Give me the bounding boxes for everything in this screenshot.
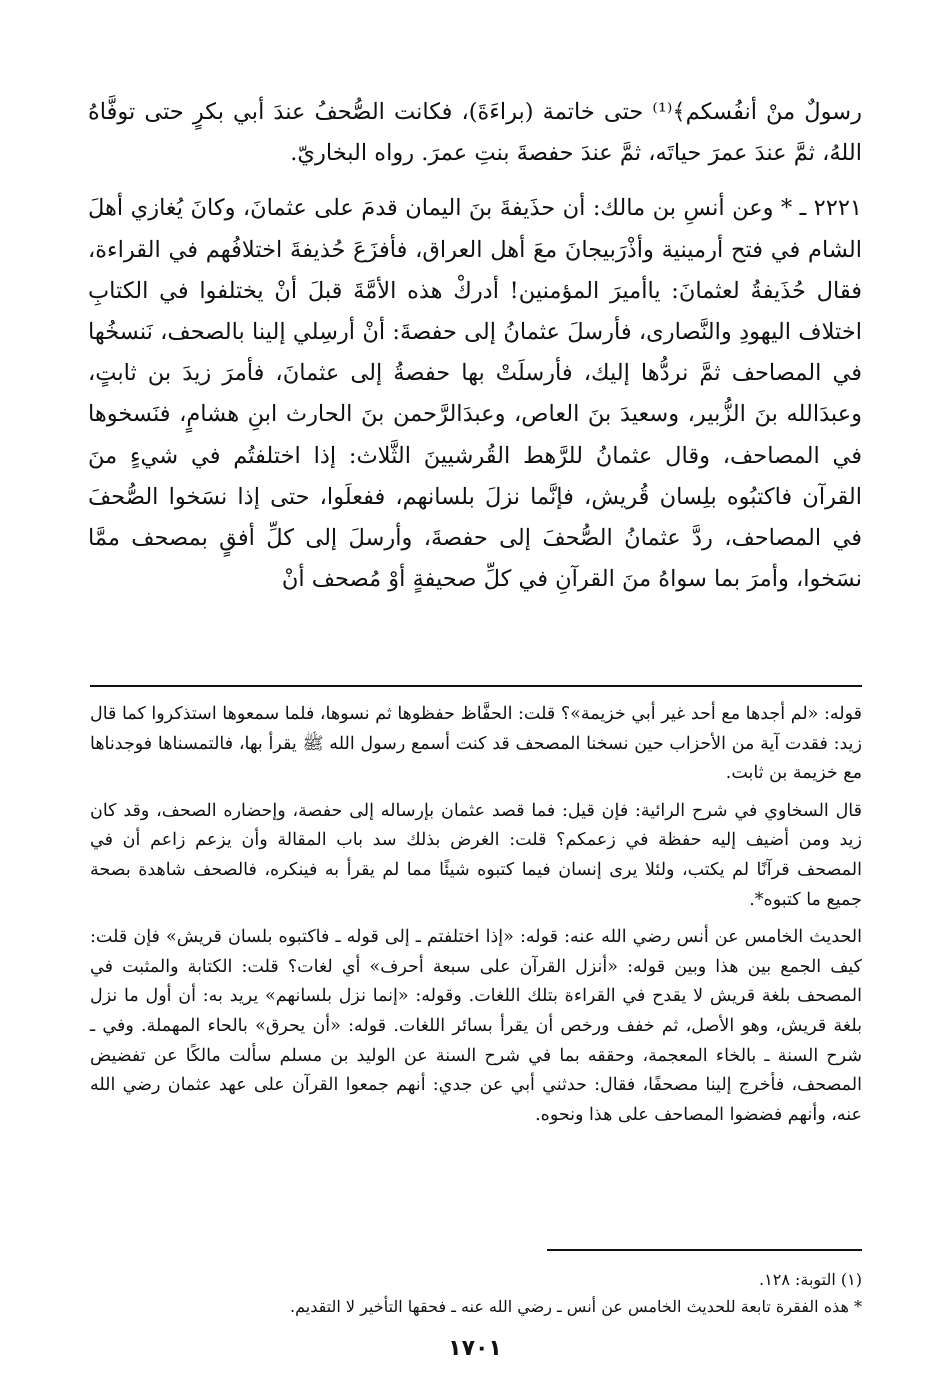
note-paragraph-3: الحديث الخامس عن أنس رضي الله عنه: قوله: «إذا اختلفتم ـ إلى قوله ـ فاكتبوه بلسان قريش» فإن قلت: كيف الجمع بين هذا وبين قوله: «أنزل القرآن على سبعة أحرف» أي لغات؟ قلت: الكتابة والمثبت في المصحف بلغة قريش لا يقدح في القراءة بتلك اللغات. وقوله: «إنما نزل بلسانهم» يريد به: أن أول ما نزل بلغة قريش، وهو الأصل، ثم خفف ورخص أن يقرأ بسائر اللغات. قوله: «أن يحرق» بالحاء المهملة. وفي ـ شرح السنة ـ بالخاء المعجمة، وحققه بما في شرح السنة عن الوليد بن مسلم سألت مالكًا عن تفضيض المصحف، فأخرج إلينا مصحفًا، فقال: حدثني أبي عن جدي: أنهم جمعوا القرآن على عهد عثمان رضي الله عنه، وأنهم فضضوا المصاحف على هذا ونحوه. (90, 927, 862, 1125)
footnote-2: * هذه الفقرة تابعة للحديث الخامس عن أنس ـ رضي الله عنه ـ فحقها التأخير لا التقديم. (290, 1297, 862, 1316)
page-number: ١٧٠١ (448, 1336, 502, 1361)
main-paragraph-2: ٢٢٢١ ـ * وعن أنسِ بن مالك: أن حذَيفةَ بنَ اليمان قدمَ على عثمانَ، وكانَ يُغازي أهلَ الشام في فتح أرمينية وأذْرَبيجانَ معَ أهل العراق، فأفزَعَ حُذيفةَ اختلافُهم في القراءة، فقال حُذَيفةُ لعثمانَ: ياأميرَ المؤمنين! أدركْ هذه الأمَّةَ قبلَ أنْ يختلفوا في الكتابِ اختلاف اليهودِ والنَّصارى، فأرسلَ عثمانُ إلى حفصةَ: أنْ أرسِلي إلينا بالصحف، نَنسخُها في المصاحف ثمَّ نردُّها إليك، فأرسلَتْ بها حفصةُ إلى عثمانَ، فأمرَ زيدَ بن ثابتٍ، وعبدَالله بنَ الزُّبير، وسعيدَ بنَ العاص، وعبدَالرَّحمن بنَ الحارث ابنِ هشامٍ، فنَسخوها في المصاحف، وقال عثمانُ للرَّهط القُرشيينَ الثَّلاث: إذا اختلفتُم في شيءٍ منَ القرآن فاكتبُوه بلِسان قُريش، فإنَّما نزلَ بلسانهم، ففعلَوا، حتى إذا نسَخوا الصُّحفَ في المصاحف، ردَّ عثمانُ الصُّحفَ إلى حفصةَ، وأرسلَ إلى كلِّ أفقٍ بمصحف ممَّا نسَخوا، وأمرَ بما سواهُ منَ القرآنِ في كلِّ صحيفةٍ أوْ مُصحف أنْ (88, 195, 862, 593)
footnote-separator-rule (547, 1249, 862, 1251)
footnotes (90, 1266, 862, 1320)
main-paragraph-1: رسولٌ منْ أنفُسكم﴾⁽¹⁾ حتى خاتمة (براءَةَ)، فكانت الصُّحفُ عندَ أبي بكرٍ حتى توفَّاهُ اللهُ، ثمَّ عندَ عمرَ حياتَه، ثمَّ عندَ حفصةَ بنتِ عمرَ. رواه البخاريّ. (88, 99, 862, 167)
main-text (88, 92, 862, 600)
note-paragraph-1: قوله: «لم أجدها مع أحد غير أبي خزيمة»؟ قلت: الحفَّاظ حفظوها ثم نسوها، فلما سمعوها استذكروا كما قال زيد: فقدت آية من الأحزاب حين نسخنا المصحف قد كنت أسمع رسول الله ﷺ يقرأ بها، فالتمسناها فوجدناها مع خزيمة بن ثابت. (90, 704, 862, 784)
footnote-1: (١) التوبة: ١٢٨. (759, 1270, 862, 1289)
main-separator-rule (90, 685, 862, 687)
commentary-notes (90, 700, 862, 1130)
note-paragraph-2: قال السخاوي في شرح الرائية: فإن قيل: فما قصد عثمان بإرساله إلى حفصة، وإحضاره الصحف، وقد كان زيد ومن أضيف إليه حفظة في زعمكم؟ قلت: الغرض بذلك سد باب المقالة وأن يزعم زاعم أن في المصحف قرآنًا لم يكتب، ولئلا يرى إنسان فيما كتبوه شيئًا مما لم يقرأ به فينكره، فالصحف شاهدة بصحة جميع ما كتبوه*. (90, 800, 862, 910)
